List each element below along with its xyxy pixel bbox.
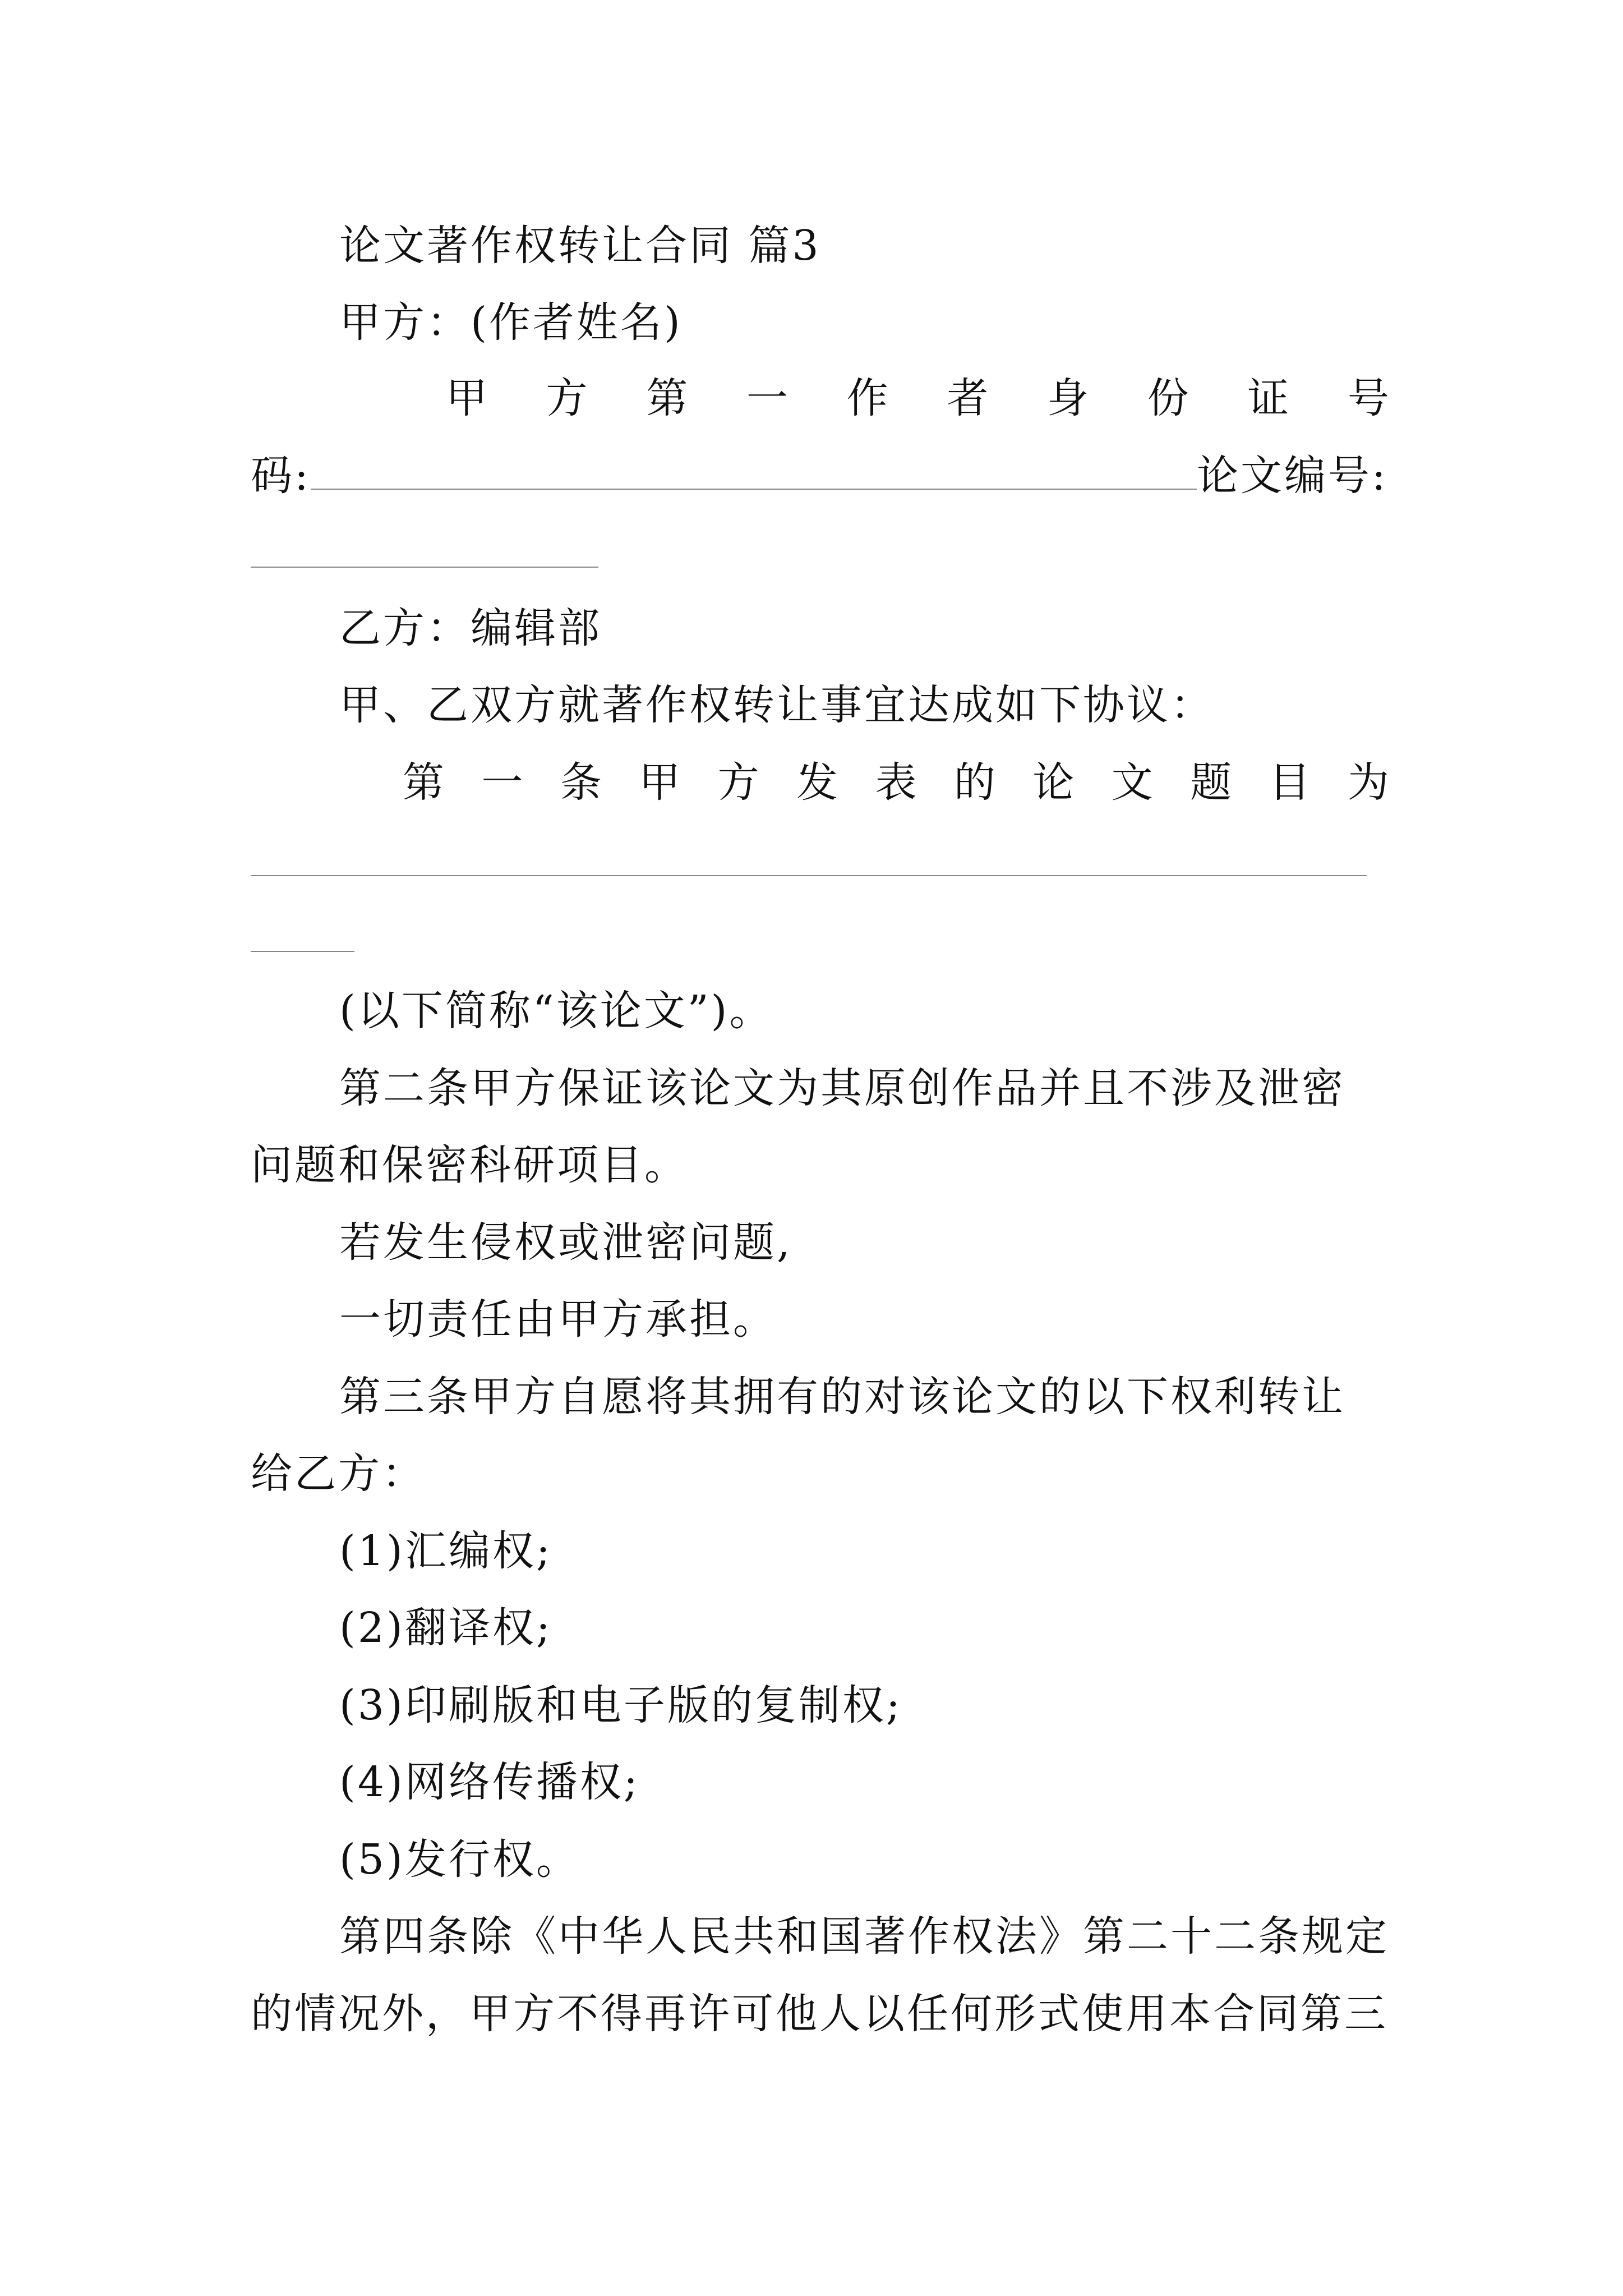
agreement-intro: 甲、乙双方就著作权转让事宜达成如下协议： bbox=[339, 681, 1214, 729]
article1-char: 第 bbox=[403, 758, 444, 807]
id-number-label bbox=[446, 370, 1389, 426]
article1-char: 文 bbox=[1111, 758, 1153, 807]
right-item: (4)网络传播权; bbox=[339, 1758, 640, 1806]
id-number-field-row bbox=[251, 448, 1389, 504]
id-label-char: 甲 bbox=[446, 374, 487, 422]
contract-title: 论文著作权转让合同 篇3 bbox=[339, 222, 821, 270]
party-b-line: 乙方：编辑部 bbox=[339, 604, 602, 652]
paper-number-blank[interactable] bbox=[251, 567, 598, 568]
article1-char: 为 bbox=[1347, 758, 1389, 807]
article1-char: 表 bbox=[875, 758, 917, 807]
id-label-char: 一 bbox=[746, 374, 788, 422]
article1-char: 发 bbox=[796, 758, 838, 807]
id-label-tail: 码: bbox=[251, 452, 311, 500]
paper-title-blank-cont[interactable] bbox=[251, 951, 354, 952]
article1-char: 目 bbox=[1269, 758, 1311, 807]
id-label-char: 方 bbox=[546, 374, 588, 422]
article2-line2: 问题和保密科研项目。 bbox=[251, 1141, 688, 1189]
article2-line3: 若发生侵权或泄密问题, bbox=[339, 1218, 792, 1267]
article4-line2: 的情况外，甲方不得再许可他人以任何形式使用本合同第三 bbox=[251, 1990, 1388, 2038]
article1-char: 方 bbox=[717, 758, 759, 807]
article1-char: 一 bbox=[481, 758, 523, 807]
id-label-char: 号 bbox=[1347, 374, 1389, 422]
right-item: (1)汇编权; bbox=[339, 1527, 552, 1575]
id-label-char: 者 bbox=[947, 374, 989, 422]
right-item: (2)翻译权; bbox=[339, 1604, 552, 1652]
article3-line2: 给乙方： bbox=[251, 1450, 426, 1498]
id-label-char: 证 bbox=[1247, 374, 1289, 422]
id-label-char: 份 bbox=[1147, 374, 1189, 422]
party-a-line: 甲方：(作者姓名) bbox=[339, 298, 683, 347]
article1-line bbox=[403, 754, 1389, 811]
article1-char: 题 bbox=[1190, 758, 1232, 807]
article1-char: 甲 bbox=[639, 758, 681, 807]
article2-line1: 第二条甲方保证该论文为其原创作品并且不涉及泄密 bbox=[339, 1064, 1345, 1112]
right-item: (5)发行权。 bbox=[339, 1835, 580, 1884]
id-label-char: 第 bbox=[646, 374, 688, 422]
paper-title-blank[interactable] bbox=[251, 875, 1367, 876]
article1-char: 论 bbox=[1032, 758, 1075, 807]
article1-end: (以下简称“该论文”)。 bbox=[339, 987, 773, 1035]
right-item: (3)印刷版和电子版的复制权; bbox=[339, 1681, 902, 1729]
article4-line1: 第四条除《中华人民共和国著作权法》第二十二条规定 bbox=[339, 1912, 1389, 1961]
id-label-char: 作 bbox=[846, 374, 888, 422]
article3-line1: 第三条甲方自愿将其拥有的对该论文的以下权利转让 bbox=[339, 1373, 1345, 1421]
article1-char: 条 bbox=[560, 758, 602, 807]
article1-char: 的 bbox=[953, 758, 995, 807]
id-number-blank[interactable] bbox=[311, 449, 1197, 490]
paper-number-label: 论文编号: bbox=[1196, 452, 1388, 500]
article2-line4: 一切责任由甲方承担。 bbox=[339, 1295, 777, 1343]
id-label-char: 身 bbox=[1046, 374, 1089, 422]
